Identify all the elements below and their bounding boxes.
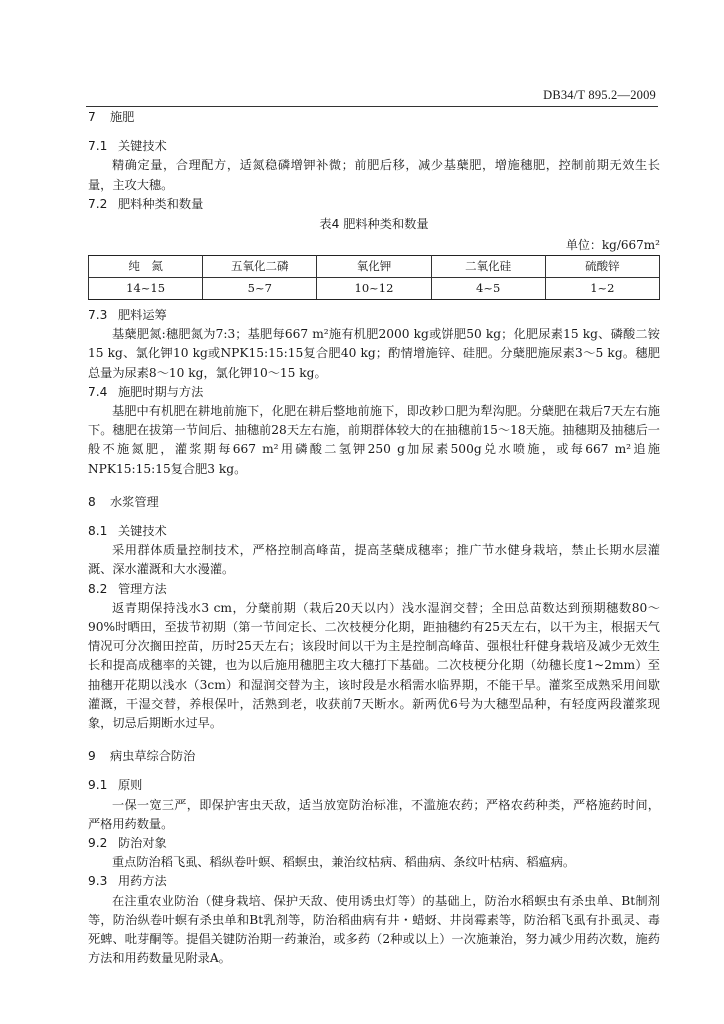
paragraph: 在注重农业防治（健身栽培、保护天敌、使用诱虫灯等）的基础上，防治水稻螟虫有杀虫单、Bt制剂等，防治纵卷叶螟有杀虫单和Bt乳剂等，防治稻曲病有井・蜡蚜、井岗霉素等，防治稻飞虱有扑虱灵、毒死蜱、吡芽酮等。提倡关键防治期一药兼治，或多药（2种或以上）一次施兼治，努力减少用药次数，施药方法和用药数量见附录A。 <box>88 893 660 966</box>
document-id: DB34/T 895.2—2009 <box>543 88 656 102</box>
section-title: 用药方法 <box>118 874 167 889</box>
fertilizer-table <box>88 255 660 300</box>
paragraph: 重点防治稻飞虱、稻纵卷叶螟、稻螟虫，兼治纹枯病、稻曲病、条纹叶枯病、稻瘟病。 <box>112 855 576 870</box>
section-number: 7.4 <box>88 384 108 399</box>
table-header-row <box>89 255 660 277</box>
table-caption: 表4 肥料种类和数量 <box>319 216 429 231</box>
header-rule <box>86 106 658 107</box>
section-7-2-heading <box>88 195 660 214</box>
section-title: 肥料种类和数量 <box>118 196 204 211</box>
document-body <box>88 108 660 968</box>
section-title: 防治对象 <box>118 835 167 850</box>
paragraph: 精确定量，合理配方，适氮稳磷增钾补微；前肥后移，减少基蘖肥，增施穗肥，控制前期无效生长量，主攻大穗。 <box>88 158 660 192</box>
table-cell: 1~2 <box>545 277 659 299</box>
section-number: 8.2 <box>88 581 108 596</box>
section-8-1-heading <box>88 522 660 541</box>
section-number: 8 <box>88 494 96 509</box>
table-unit: 单位：kg/667m² <box>565 237 660 252</box>
paragraph: 返青期保持浅水3 cm，分蘖前期（栽后20天以内）浅水湿润交替；全田总苗数达到预期穗数80～90%时晒田，至拔节初期（第一节间定长、二次枝梗分化期，距抽穗约有25天左右，以干为主，根据天气情况可分次搁田控苗，历时25天左右；该段时间以干为主是控制高峰苗、强根壮秆健身栽培及减少无效生长和提高成穗率的关键，也为以后施用穗肥主攻大穗打下基础。二次枝梗分化期（幼穗长度1~2mm）至抽穗开花期以浅水（3cm）和湿润交替为主，该时段是水稻需水临界期，不能干旱。灌浆至成熟采用间歇灌溉，干湿交替，养根保叶，活熟到老，收获前7天断水。新两优6号为大穗型品种，有轻度两段灌浆现象，切忌后期断水过早。 <box>88 600 660 730</box>
table-cell: 10~12 <box>317 277 431 299</box>
section-9-heading <box>88 747 660 766</box>
section-title: 施肥时期与方法 <box>118 384 204 399</box>
table-header-cell: 五氧化二磷 <box>203 255 317 277</box>
section-title: 病虫草综合防治 <box>110 749 196 764</box>
section-number: 9.3 <box>88 874 108 889</box>
table-cell: 5~7 <box>203 277 317 299</box>
section-title: 关键技术 <box>118 139 167 154</box>
table-header-cell: 硫酸锌 <box>545 255 659 277</box>
table-cell: 4~5 <box>431 277 545 299</box>
section-number: 7.3 <box>88 307 108 322</box>
section-title: 肥料运筹 <box>118 307 167 322</box>
section-number: 7 <box>88 110 96 124</box>
section-9-1-heading <box>88 776 660 795</box>
table-header-cell: 二氧化硅 <box>431 255 545 277</box>
section-9-2-heading <box>88 834 660 853</box>
section-number: 9.1 <box>88 778 108 793</box>
paragraph: 基肥中有机肥在耕地前施下，化肥在耕后整地前施下，即改耖口肥为犁沟肥。分蘖肥在栽后7天左右施下。穗肥在拔第一节间后、抽穗前28天左右施，前期群体较大的在抽穗前15～18天施。抽穗期及抽穗后一般不施氮肥，灌浆期每667 m²用磷酸二氢钾250 g加尿素500g兑水喷施，或每667 m²追施NPK15:15:15复合肥3 kg。 <box>88 403 660 476</box>
section-title: 水浆管理 <box>110 494 159 509</box>
section-number: 9 <box>88 749 96 764</box>
section-title: 管理方法 <box>118 581 167 596</box>
paragraph: 基蘖肥氮:穗肥氮为7:3；基肥每667 m²施有机肥2000 kg或饼肥50 kg；化肥尿素15 kg、磷酸二铵15 kg、氯化钾10 kg或NPK15:15:15复合肥40 kg；酌情增施锌、硅肥。分蘖肥施尿素3～5 kg。穗肥总量为尿素8～10 kg，氯化钾10～15 kg。 <box>88 327 660 380</box>
paragraph: 一保一宽三严，即保护害虫天敌，适当放宽防治标准，不滥施农药；严格农药种类，严格施药时间，严格用药数量。 <box>88 797 660 831</box>
section-number: 8.1 <box>88 523 108 538</box>
section-number: 7.2 <box>88 196 108 211</box>
section-7-heading <box>88 108 660 127</box>
section-7-1-heading <box>88 137 660 156</box>
section-7-4-heading <box>88 383 660 402</box>
table-cell: 14~15 <box>89 277 203 299</box>
section-8-2-heading <box>88 580 660 599</box>
table-row <box>89 277 660 299</box>
section-title: 原则 <box>118 778 143 793</box>
table-header-cell: 纯 氮 <box>89 255 203 277</box>
section-7-3-heading <box>88 306 660 325</box>
section-9-3-heading <box>88 872 660 891</box>
section-number: 9.2 <box>88 835 108 850</box>
section-title: 施肥 <box>110 110 135 124</box>
paragraph: 采用群体质量控制技术，严格控制高峰苗，提高茎蘖成穗率；推广节水健身栽培，禁止长期水层灌溉、深水灌溉和大水漫灌。 <box>88 543 660 577</box>
section-number: 7.1 <box>88 139 108 154</box>
table-header-cell: 氧化钾 <box>317 255 431 277</box>
section-8-heading <box>88 493 660 512</box>
section-title: 关键技术 <box>118 523 167 538</box>
